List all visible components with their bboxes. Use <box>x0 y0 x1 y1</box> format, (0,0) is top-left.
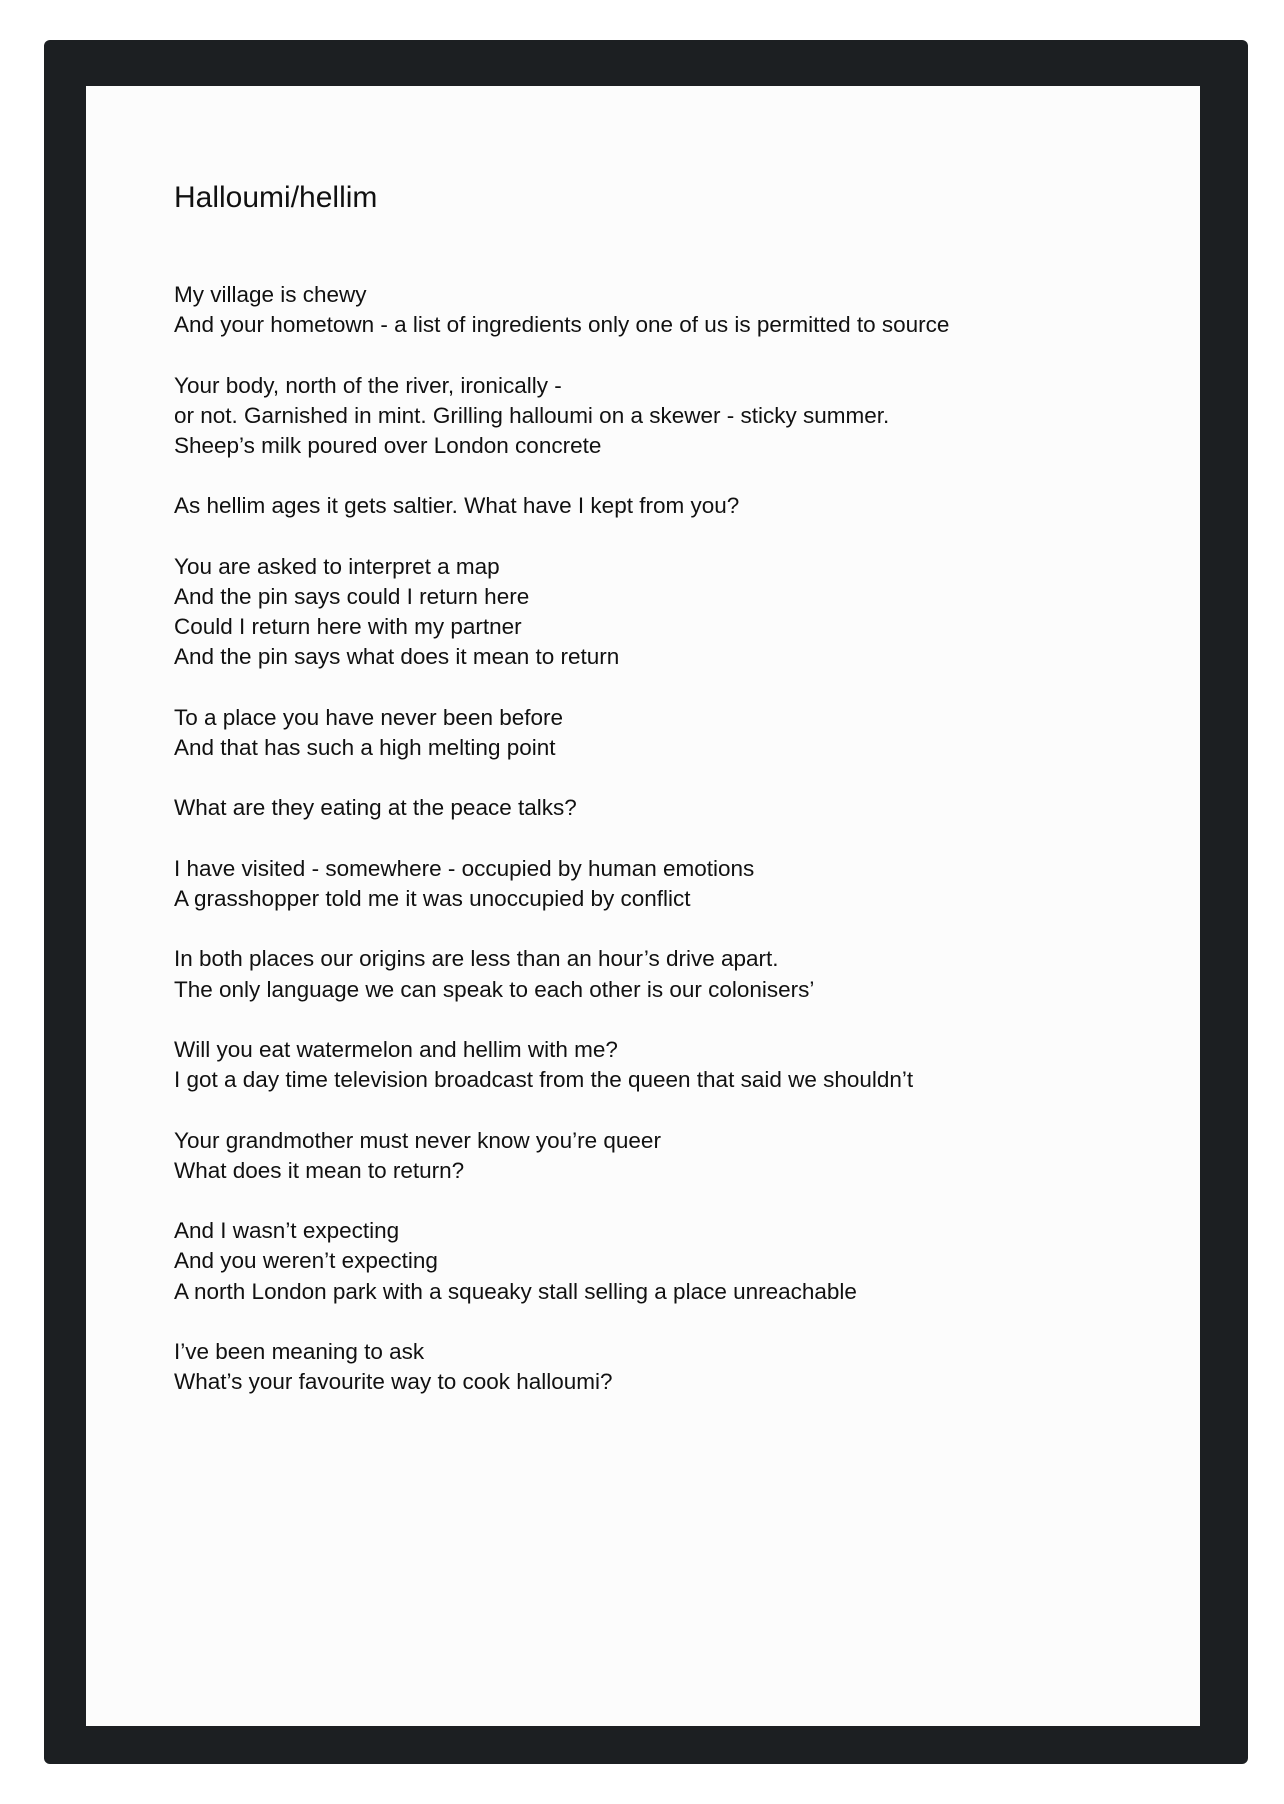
poem-line: And I wasn’t expecting <box>174 1218 400 1244</box>
poem-line: or not. Garnished in mint. Grilling halloumi on a skewer - sticky summer. <box>174 402 890 428</box>
poem-line: What does it mean to return? <box>174 1157 465 1183</box>
poem-line: What are they eating at the peace talks? <box>174 795 577 821</box>
stanza <box>174 944 1134 1004</box>
poem-line: The only language we can speak to each other is our colonisers’ <box>174 976 815 1002</box>
stanza <box>174 854 1134 914</box>
poem-line: Sheep’s milk poured over London concrete <box>174 433 602 458</box>
poem-line: I’ve been meaning to ask <box>174 1338 425 1364</box>
poem-line: I have visited - somewhere - occupied by human emotions <box>174 855 755 881</box>
stanza <box>174 552 1134 673</box>
poem-line: And the pin says could I return here <box>174 583 530 609</box>
poem-title: Halloumi/hellim <box>174 181 378 214</box>
poem-line: What’s your favourite way to cook halloumi? <box>174 1369 613 1395</box>
stanza <box>174 1337 1134 1397</box>
poem-line: And your hometown - a list of ingredients only one of us is permitted to source <box>174 312 950 338</box>
poem-line: My village is chewy <box>174 282 367 307</box>
poem-line: A grasshopper told me it was unoccupied by conflict <box>174 885 691 911</box>
stanza <box>174 1126 1134 1186</box>
poem-line: As hellim ages it gets saltier. What have I kept from you? <box>174 493 740 519</box>
poem-body <box>174 280 1134 1428</box>
poem-line: Your grandmother must never know you’re queer <box>174 1127 661 1153</box>
poem-line: And the pin says what does it mean to return <box>174 644 620 670</box>
stanza <box>174 491 1134 521</box>
poem-line: I got a day time television broadcast from the queen that said we shouldn’t <box>174 1067 914 1093</box>
poem-line: To a place you have never been before <box>174 704 564 730</box>
poem-line: In both places our origins are less than an hour’s drive apart. <box>174 946 779 972</box>
stanza <box>174 371 1134 462</box>
poem-line: You are asked to interpret a map <box>174 553 500 579</box>
stanza <box>174 703 1134 763</box>
stanza <box>174 1035 1134 1095</box>
stanza <box>174 1216 1134 1307</box>
stanza <box>174 793 1134 823</box>
poem-line: Will you eat watermelon and hellim with me? <box>174 1036 618 1062</box>
poem-line: Could I return here with my partner <box>174 614 522 640</box>
poem-line: And you weren’t expecting <box>174 1248 438 1274</box>
poem-line: A north London park with a squeaky stall selling a place unreachable <box>174 1278 857 1304</box>
poem-line: Your body, north of the river, ironically - <box>174 372 562 398</box>
poem-line: And that has such a high melting point <box>174 734 556 760</box>
document-page <box>86 86 1200 1726</box>
stanza <box>174 280 1134 340</box>
